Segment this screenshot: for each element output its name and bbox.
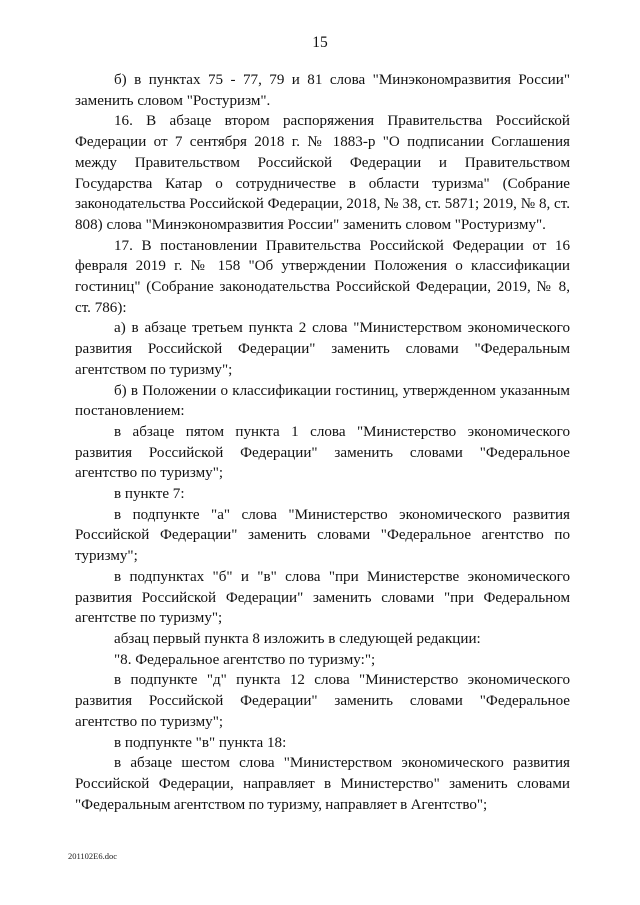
paragraph-item-8-intro: абзац первый пункта 8 изложить в следующей редакции:: [114, 630, 481, 647]
paragraph-item-7-b-v: в подпунктах "б" и "в" слова "при Министерстве экономического развития Российской Федерации" заменить словами "при Федеральном агентстве по туризму";: [75, 568, 570, 627]
paragraph-item-18-abzac-6: в абзаце шестом слова "Министерством экономического развития Российской Федерации, направляет в Министерство" заменить словами "Федеральным агентством по туризму, направляет в Агентство";: [75, 755, 570, 813]
paragraph-item-18-v: в подпункте "в" пункта 18:: [114, 734, 287, 751]
document-file-code: 201102E6.doc: [68, 851, 118, 861]
document-body: [75, 70, 570, 815]
paragraph-17: 17. В постановлении Правительства Российской Федерации от 16 февраля 2019 г. № 158 "Об утверждении Положения о классификации гостиниц" (Собрание законодательства Российской Федерации, 2019, № 8, ст. 786):: [75, 237, 570, 316]
paragraph-b-items-75-81: б) в пунктах 75 - 77, 79 и 81 слова "Минэкономразвития России" заменить словом "Ростуризм".: [75, 72, 570, 109]
paragraph-item-12-d: в подпункте "д" пункта 12 слова "Министерство экономического развития Российской Федерации" заменить словами "Федеральное агентство по туризму";: [75, 672, 570, 730]
paragraph-17-b: б) в Положении о классификации гостиниц, утвержденном указанным постановлением:: [75, 382, 570, 420]
paragraph-item-8-text: "8. Федеральное агентство по туризму:";: [114, 651, 376, 668]
page-number: 15: [312, 34, 328, 51]
paragraph-item-1: в абзаце пятом пункта 1 слова "Министерство экономического развития Российской Федерации" заменить словами "Федеральное агентство по туризму";: [75, 423, 570, 482]
paragraph-item-7-a: в подпункте "а" слова "Министерство экономического развития Российской Федерации" заменить словами "Федеральное агентство по туризму";: [75, 506, 570, 565]
paragraph-item-7: в пункте 7:: [114, 486, 185, 503]
paragraph-17-a: а) в абзаце третьем пункта 2 слова "Министерством экономического развития Российской Федерации" заменить словами "Федеральным агентством по туризму";: [75, 320, 570, 378]
paragraph-16: 16. В абзаце втором распоряжения Правительства Российской Федерации от 7 сентября 2018 г. № 1883-р "О подписании Соглашения между Правительством Российской Федерации и Правительством Государства Катар о сотрудничестве в области туризма" (Собрание законодательства Российской Федерации, 2018, № 38, ст. 5871; 2019, № 8, ст. 808) слова "Минэкономразвития России" заменить словом "Ростуризму".: [75, 113, 570, 233]
